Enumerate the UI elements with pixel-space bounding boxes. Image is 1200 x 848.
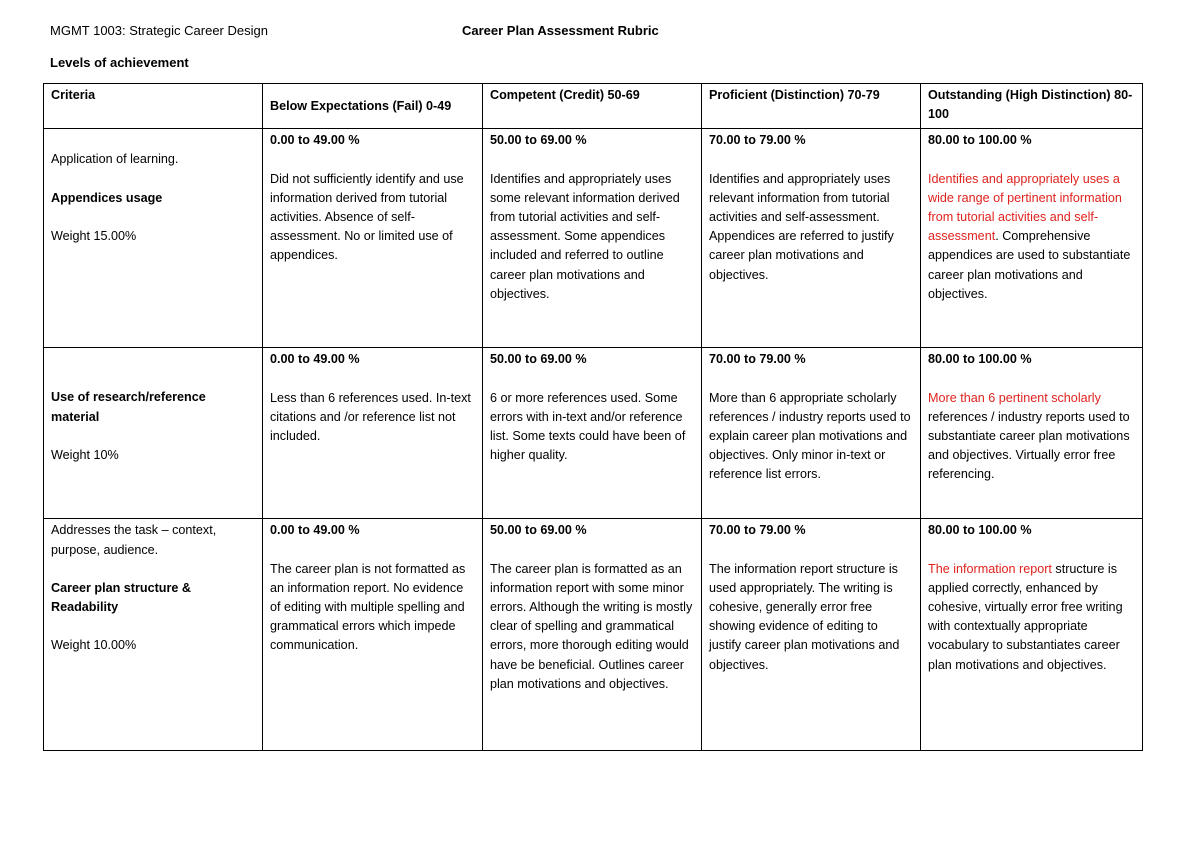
criteria-name: Career plan structure & Readability (51, 580, 191, 615)
criteria-cell (44, 348, 263, 519)
score-range: 70.00 to 79.00 % (709, 133, 806, 148)
level-cell (921, 129, 1143, 348)
level-description: Did not sufficiently identify and use information derived from tutorial activities. Absence of self-assessment. No or limited use of appendices. (270, 171, 464, 263)
level-description: The information report structure is used appropriately. The writing is cohesive, generally error free showing evidence of editing to justify career plan motivations and objectives. (709, 561, 900, 672)
score-range: 0.00 to 49.00 % (270, 133, 360, 148)
score-range: 70.00 to 79.00 % (709, 523, 806, 538)
level-description (928, 170, 1135, 304)
score-range: 70.00 to 79.00 % (709, 352, 806, 367)
rubric-table (43, 83, 1143, 751)
score-range: 80.00 to 100.00 % (928, 523, 1032, 538)
level-cell (263, 129, 483, 348)
criteria-weight: Weight 10.00% (51, 638, 137, 653)
score-range: 50.00 to 69.00 % (490, 523, 587, 538)
criteria-cell (44, 129, 263, 348)
criteria-weight: Weight 10% (51, 447, 119, 462)
level-cell (483, 348, 702, 519)
column-header-criteria: Criteria (44, 84, 263, 129)
description-text: references / industry reports used to substantiate career plan motivations and objectives. Virtually error free referencing. (928, 409, 1130, 482)
highlighted-text: Identifies and appropriately uses a wide range of pertinent information from tutorial activities and self-assessment (928, 171, 1122, 244)
header-row (44, 84, 1143, 129)
highlighted-text: The information report (928, 561, 1052, 576)
criteria-name: Use of research/reference material (51, 390, 206, 424)
level-description: Identifies and appropriately uses some relevant information derived from tutorial activities and self-assessment. Some appendices included and referred to outline career plan motivations and objectives. (490, 171, 680, 301)
criteria-name: Appendices usage (51, 190, 163, 205)
score-range: 80.00 to 100.00 % (928, 352, 1032, 367)
score-range: 0.00 to 49.00 % (270, 352, 360, 367)
level-cell (702, 129, 921, 348)
table-row (44, 129, 1143, 348)
criteria-cell (44, 519, 263, 751)
level-cell (483, 129, 702, 348)
column-header-credit: Competent (Credit) 50-69 (483, 84, 702, 129)
level-cell (483, 519, 702, 751)
criteria-description: Application of learning. (51, 152, 179, 167)
criteria-weight: Weight 15.00% (51, 228, 137, 243)
level-description: 6 or more references used. Some errors with in-text and/or reference list. Some texts could have been of higher quality. (490, 390, 686, 463)
score-range: 50.00 to 69.00 % (490, 352, 587, 367)
highlighted-text: More than 6 pertinent scholarly (928, 390, 1101, 405)
level-description: Identifies and appropriately uses relevant information from tutorial activities and self-assessment. Appendices are referred to justify career plan motivations and objectives. (709, 171, 894, 282)
level-cell (263, 519, 483, 751)
criteria-description: Addresses the task – context, purpose, audience. (51, 523, 217, 557)
level-cell (921, 348, 1143, 519)
score-range: 0.00 to 49.00 % (270, 523, 360, 538)
table-row (44, 519, 1143, 751)
score-range: 80.00 to 100.00 % (928, 133, 1032, 148)
column-header-high-distinction: Outstanding (High Distinction) 80-100 (921, 84, 1143, 129)
level-cell (263, 348, 483, 519)
score-range: 50.00 to 69.00 % (490, 133, 587, 148)
document-title: Career Plan Assessment Rubric (462, 23, 659, 38)
level-description (928, 389, 1135, 485)
level-description (928, 560, 1135, 675)
level-cell (702, 348, 921, 519)
description-text: . Comprehensive appendices are used to substantiate career plan motivations and objectives. (928, 229, 1131, 301)
level-description: Less than 6 references used. In-text citations and /or reference list not included. (270, 390, 471, 444)
level-cell (921, 519, 1143, 751)
table-row (44, 348, 1143, 519)
column-header-distinction: Proficient (Distinction) 70-79 (702, 84, 921, 129)
levels-label: Levels of achievement (50, 55, 189, 70)
level-description: The career plan is formatted as an information report with some minor errors. Although the writing is mostly clear of spelling and grammatical errors, more thorough editing would have be beneficial. Outlines career plan motivations and objectives. (490, 561, 693, 691)
course-title: MGMT 1003: Strategic Career Design (50, 23, 268, 38)
level-description: More than 6 appropriate scholarly references / industry reports used to explain career plan motivations and objectives. Only minor in-text or reference list errors. (709, 390, 911, 482)
column-header-fail: Below Expectations (Fail) 0-49 (263, 84, 483, 129)
level-description: The career plan is not formatted as an information report. No evidence of editing with multiple spelling and grammatical errors which impede communication. (270, 561, 466, 653)
description-text: structure is applied correctly, enhanced by cohesive, virtually error free writing with contextually appropriate vocabulary to substantiates career plan motivations and objectives. (928, 561, 1123, 672)
level-cell (702, 519, 921, 751)
